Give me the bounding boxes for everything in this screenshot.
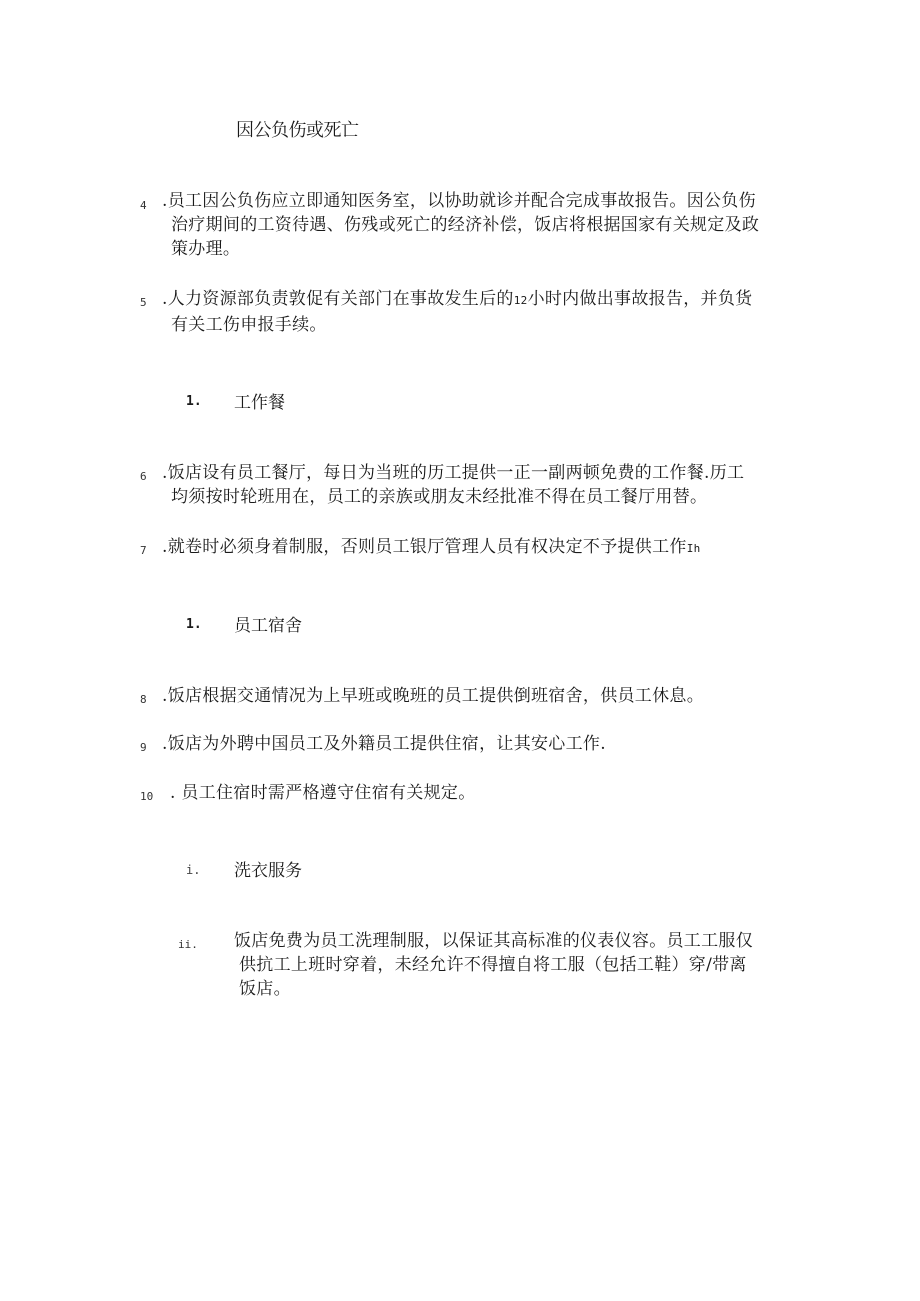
- text-line: .饭店设有员工餐厅，每日为当班的历工提供一正一副两顿免费的工作餐.历工: [162, 463, 745, 483]
- text-line: 供抗工上班时穿着，未经允许不得擅自将工服（包括工鞋）穿/带离: [239, 955, 747, 975]
- text-line: 饭店免费为员工洗理制服，以保证其高标准的仪表仪容。员工工服仅: [234, 931, 753, 951]
- paragraph-item-10: [170, 781, 476, 805]
- text-line: 均须按时轮班用在，员工的亲族或朋友未经批准不得在员工餐厅用替。: [171, 487, 708, 507]
- paragraph-item-8: [162, 684, 704, 708]
- item-number: 4: [140, 199, 147, 212]
- text-segment: 小时内做出事故报告，并负货: [527, 289, 753, 309]
- item-number: 6: [140, 470, 147, 483]
- text-line: .饭店为外聘中国员工及外籍员工提供住宿，让其安心工作.: [162, 734, 606, 754]
- text-line: .饭店根据交通情况为上早班或晚班的员工提供倒班宿舍，供员工休息。: [162, 686, 705, 706]
- text-line: [162, 287, 752, 313]
- section-number: 1.: [186, 394, 202, 409]
- section-title-meals: 工作餐: [234, 393, 285, 413]
- text-segment: .人力资源部负责敦促有关部门在事故发生后的: [162, 289, 514, 309]
- item-number: 5: [140, 296, 147, 309]
- text-line: .员工因公负伤应立即通知医务室，以协助就诊并配合完成事故报告。因公负伤: [162, 191, 756, 211]
- text-segment: .就卷时必须身着制服，否则员工银厅管理人员有权决定不予提供工作: [162, 537, 687, 557]
- text-line: 策办理。: [171, 239, 241, 259]
- text-line: [162, 535, 701, 561]
- section-title-dormitory: 员工宿舍: [234, 616, 302, 636]
- paragraph-item-9: [162, 732, 606, 756]
- paragraph-item-4: [162, 189, 759, 261]
- item-number: 9: [140, 741, 147, 754]
- paragraph-item-6: [162, 461, 744, 509]
- paragraph-item-7: [162, 535, 701, 561]
- text-line: . 员工住宿时需严格遵守住宿有关规定。: [170, 783, 476, 803]
- item-number: 10: [140, 790, 154, 803]
- section-number: 1.: [186, 617, 202, 632]
- text-line: 治疗期间的工资待遇、伤残或死亡的经济补偿，饭店将根据国家有关规定及政: [171, 215, 760, 235]
- text-fragment: Ih: [686, 542, 701, 555]
- text-line: 饭店。: [239, 979, 291, 999]
- paragraph-item-5: [162, 287, 752, 337]
- item-number: 8: [140, 693, 147, 706]
- page-title: 因公负伤或死亡: [236, 120, 359, 141]
- item-number: 7: [140, 544, 147, 557]
- hours-value: 12: [513, 294, 528, 307]
- text-line: 有关工伤申报手续。: [171, 315, 327, 335]
- section-number: i.: [186, 863, 201, 877]
- section-title-laundry: 洗衣服务: [234, 861, 302, 881]
- item-number: ii.: [178, 938, 198, 951]
- paragraph-item-ii: [234, 929, 753, 1001]
